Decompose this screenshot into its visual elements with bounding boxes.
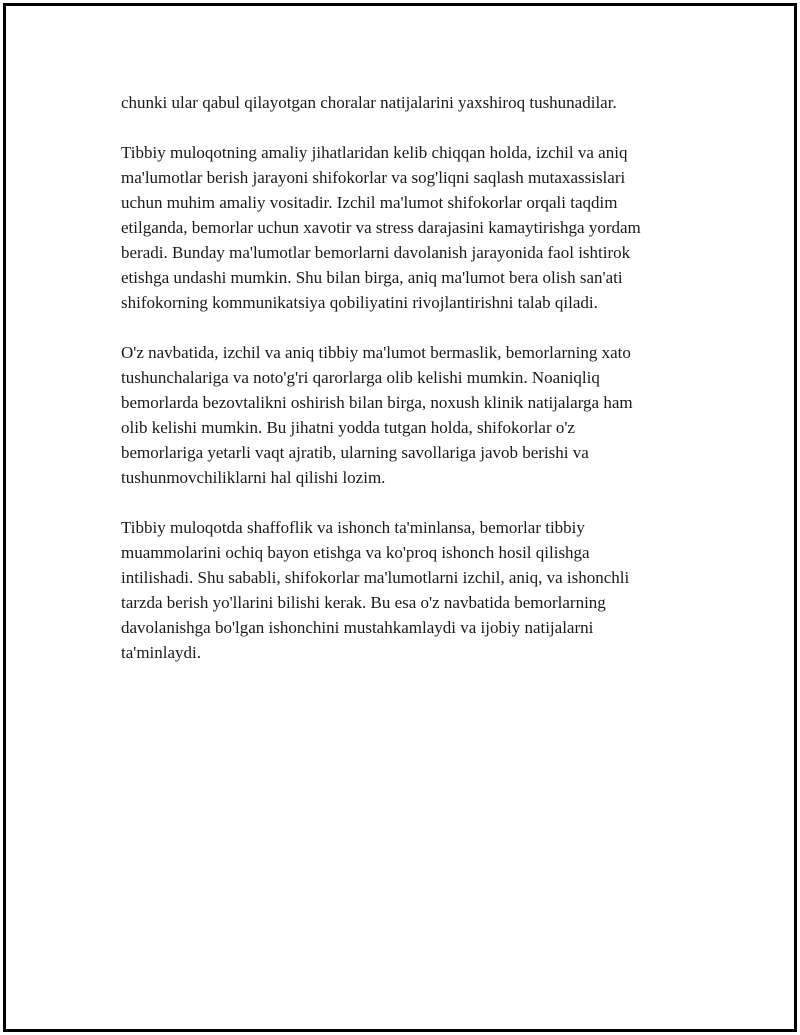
text-line: etilganda, bemorlar uchun xavotir va stress darajasini kamaytirishga yordam: [121, 218, 641, 237]
document-body: [121, 90, 701, 690]
paragraph: [121, 90, 701, 115]
text-line: Tibbiy muloqotda shaffoflik va ishonch ta'minlansa, bemorlar tibbiy: [121, 518, 585, 537]
text-line: uchun muhim amaliy vositadir. Izchil ma'lumot shifokorlar orqali taqdim: [121, 193, 618, 212]
text-line: tushunchalariga va noto'g'ri qarorlarga olib kelishi mumkin. Noaniqliq: [121, 368, 600, 387]
text-line: Tibbiy muloqotning amaliy jihatlaridan kelib chiqqan holda, izchil va aniq: [121, 143, 628, 162]
paragraph: [121, 515, 701, 665]
text-line: chunki ular qabul qilayotgan choralar natijalarini yaxshiroq tushunadilar.: [121, 93, 617, 112]
paragraph: [121, 340, 701, 490]
text-line: O'z navbatida, izchil va aniq tibbiy ma'lumot bermaslik, bemorlarning xato: [121, 343, 631, 362]
text-line: tarzda berish yo'llarini bilishi kerak. Bu esa o'z navbatida bemorlarning: [121, 593, 606, 612]
text-line: beradi. Bunday ma'lumotlar bemorlarni davolanish jarayonida faol ishtirok: [121, 243, 631, 262]
text-line: bemorlarda bezovtalikni oshirish bilan birga, noxush klinik natijalarga ham: [121, 393, 633, 412]
text-line: shifokorning kommunikatsiya qobiliyatini rivojlantirishni talab qiladi.: [121, 293, 598, 312]
text-line: ta'minlaydi.: [121, 643, 202, 662]
text-line: olib kelishi mumkin. Bu jihatni yodda tutgan holda, shifokorlar o'z: [121, 418, 575, 437]
text-line: intilishadi. Shu sababli, shifokorlar ma'lumotlarni izchil, aniq, va ishonchli: [121, 568, 630, 587]
text-line: muammolarini ochiq bayon etishga va ko'proq ishonch hosil qilishga: [121, 543, 590, 562]
text-line: ma'lumotlar berish jarayoni shifokorlar va sog'liqni saqlash mutaxassislari: [121, 168, 626, 187]
page-frame: [3, 3, 797, 1032]
paragraph: [121, 140, 701, 315]
text-line: davolanishga bo'lgan ishonchini mustahkamlaydi va ijobiy natijalarni: [121, 618, 594, 637]
text-line: tushunmovchiliklarni hal qilishi lozim.: [121, 468, 386, 487]
text-line: etishga undashi mumkin. Shu bilan birga, aniq ma'lumot bera olish san'ati: [121, 268, 623, 287]
text-line: bemorlariga yetarli vaqt ajratib, ularning savollariga javob berishi va: [121, 443, 589, 462]
